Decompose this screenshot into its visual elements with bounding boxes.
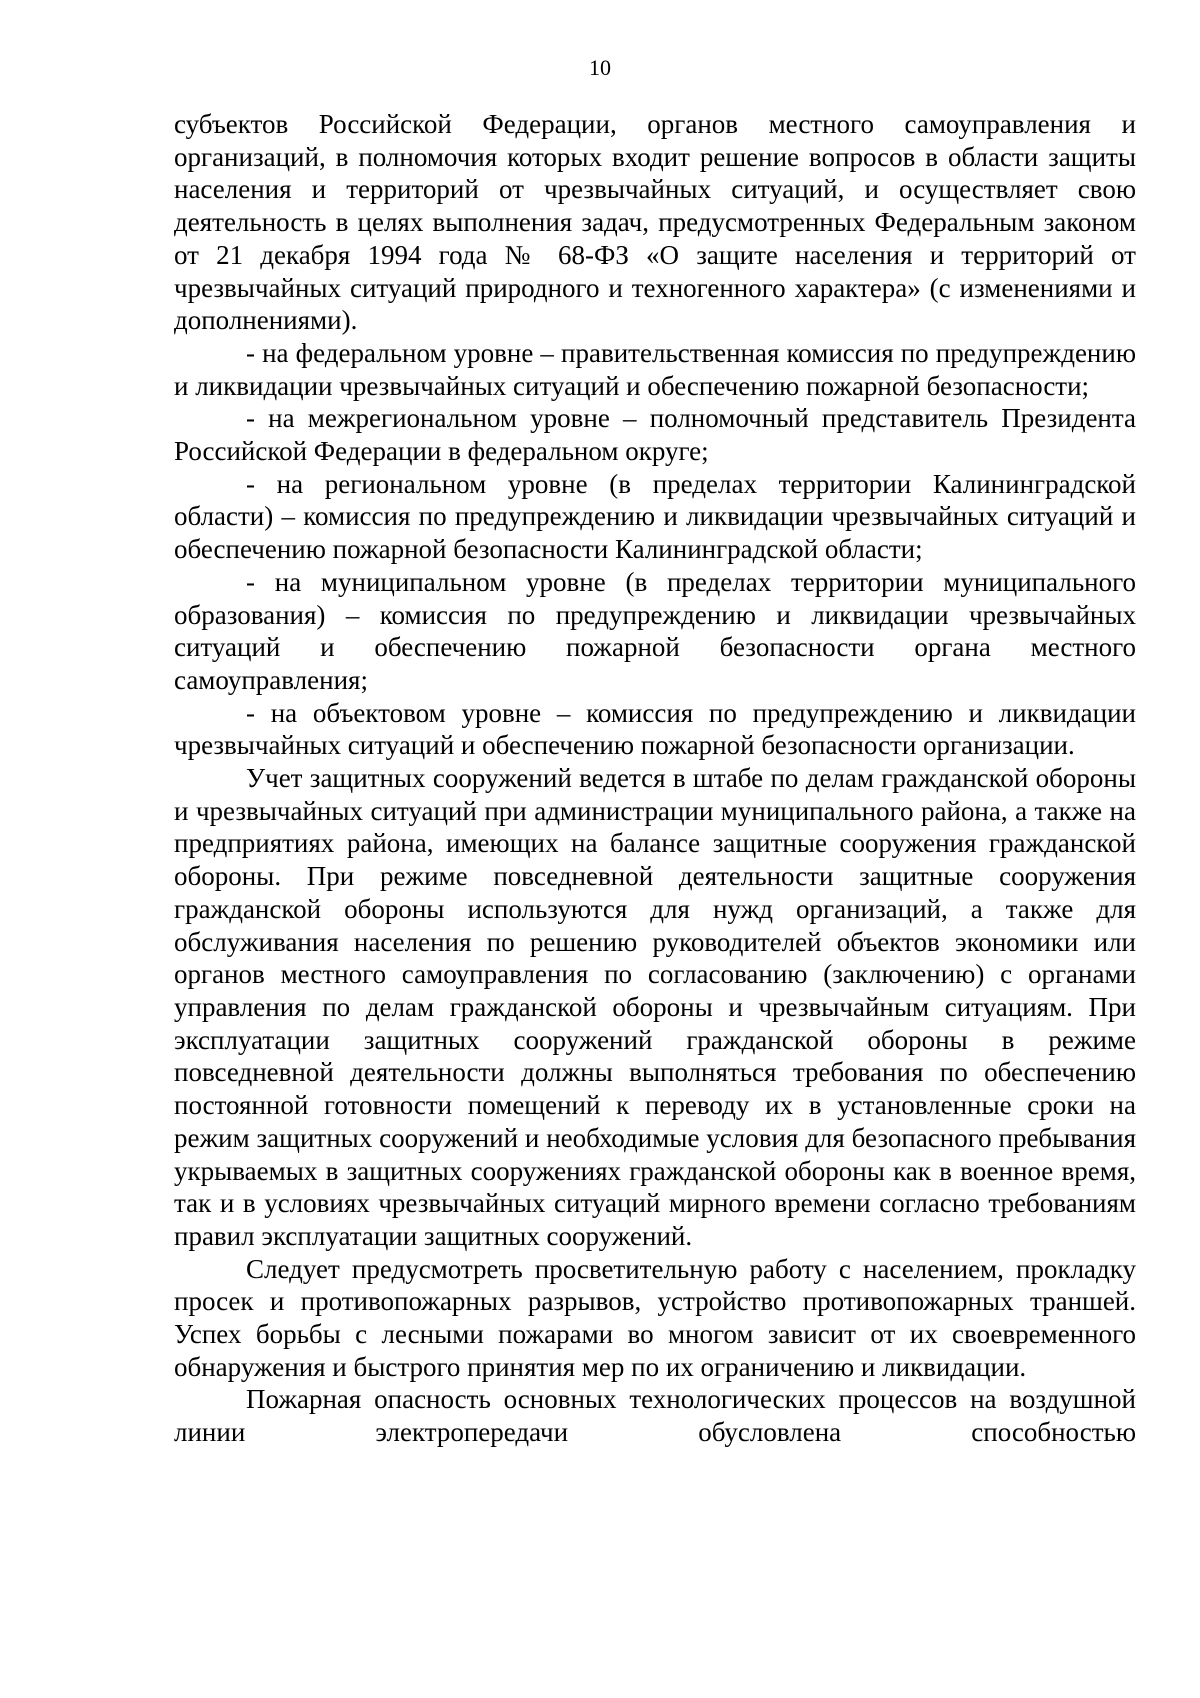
list-item-interregional-level: - на межрегиональном уровне – полномочный представитель Президента Российской Федерации в федеральном округе; (174, 403, 1136, 467)
page-number: 10 (589, 55, 611, 80)
paragraph-protective-structures: Учет защитных сооружений ведется в штабе по делам гражданской обороны и чрезвычайных ситуаций при администрации муниципального района, а также на предприятиях района, имеющих на балансе защитные сооружения гражданской обороны. При режиме повседневной деятельности защитные сооружения гражданской обороны используются для нужд организаций, а также для обслуживания населения по решению руководителей объектов экономики или органов местного самоуправления по согласованию (заключению) с органами управления по делам гражданской обороны и чрезвычайным ситуациям. При эксплуатации защитных сооружений гражданской обороны в режиме повседневной деятельности должны выполняться требования по обеспечению постоянной готовности помещений к переводу их в установленные сроки на режим защитных сооружений и необходимые условия для безопасного пребывания укрываемых в защитных сооружениях гражданской обороны как в военное время, так и в условиях чрезвычайных ситуаций мирного времени согласно требованиям правил эксплуатации защитных сооружений. (174, 763, 1136, 1251)
paragraph-fire-prevention: Следует предусмотреть просветительную работу с населением, прокладку просек и противопожарных разрывов, устройство противопожарных траншей. Успех борьбы с лесными пожарами во многом зависит от их своевременного обнаружения и быстрого принятия мер по их ограничению и ликвидации. (174, 1253, 1136, 1382)
list-item-municipal-level: - на муниципальном уровне (в пределах территории муниципального образования) – комиссия по предупреждению и ликвидации чрезвычайных ситуаций и обеспечению пожарной безопасности органа местного самоуправления; (174, 566, 1136, 695)
list-item-regional-level: - на региональном уровне (в пределах территории Калининградской области) – комиссия по предупреждению и ликвидации чрезвычайных ситуаций и обеспечению пожарной безопасности Калининградской области; (174, 468, 1136, 565)
document-body (174, 108, 1136, 1449)
paragraph-continuation: субъектов Российской Федерации, органов местного самоуправления и организаций, в полномочия которых входит решение вопросов в области защиты населения и территорий от чрезвычайных ситуаций, и осуществляет свою деятельность в целях выполнения задач, предусмотренных Федеральным законом от 21 декабря 1994 года № 68-ФЗ «О защите населения и территорий от чрезвычайных ситуаций природного и техногенного характера» (с изменениями и дополнениями). (174, 109, 1136, 336)
list-item-federal-level: - на федеральном уровне – правительственная комиссия по предупреждению и ликвидации чрезвычайных ситуаций и обеспечению пожарной безопасности; (174, 337, 1136, 401)
list-item-object-level: - на объектовом уровне – комиссия по предупреждению и ликвидации чрезвычайных ситуаций и обеспечению пожарной безопасности организации. (174, 697, 1136, 761)
paragraph-power-line-fire-hazard: Пожарная опасность основных технологических процессов на воздушной линии электропередачи обусловлена способностью (174, 1384, 1136, 1448)
